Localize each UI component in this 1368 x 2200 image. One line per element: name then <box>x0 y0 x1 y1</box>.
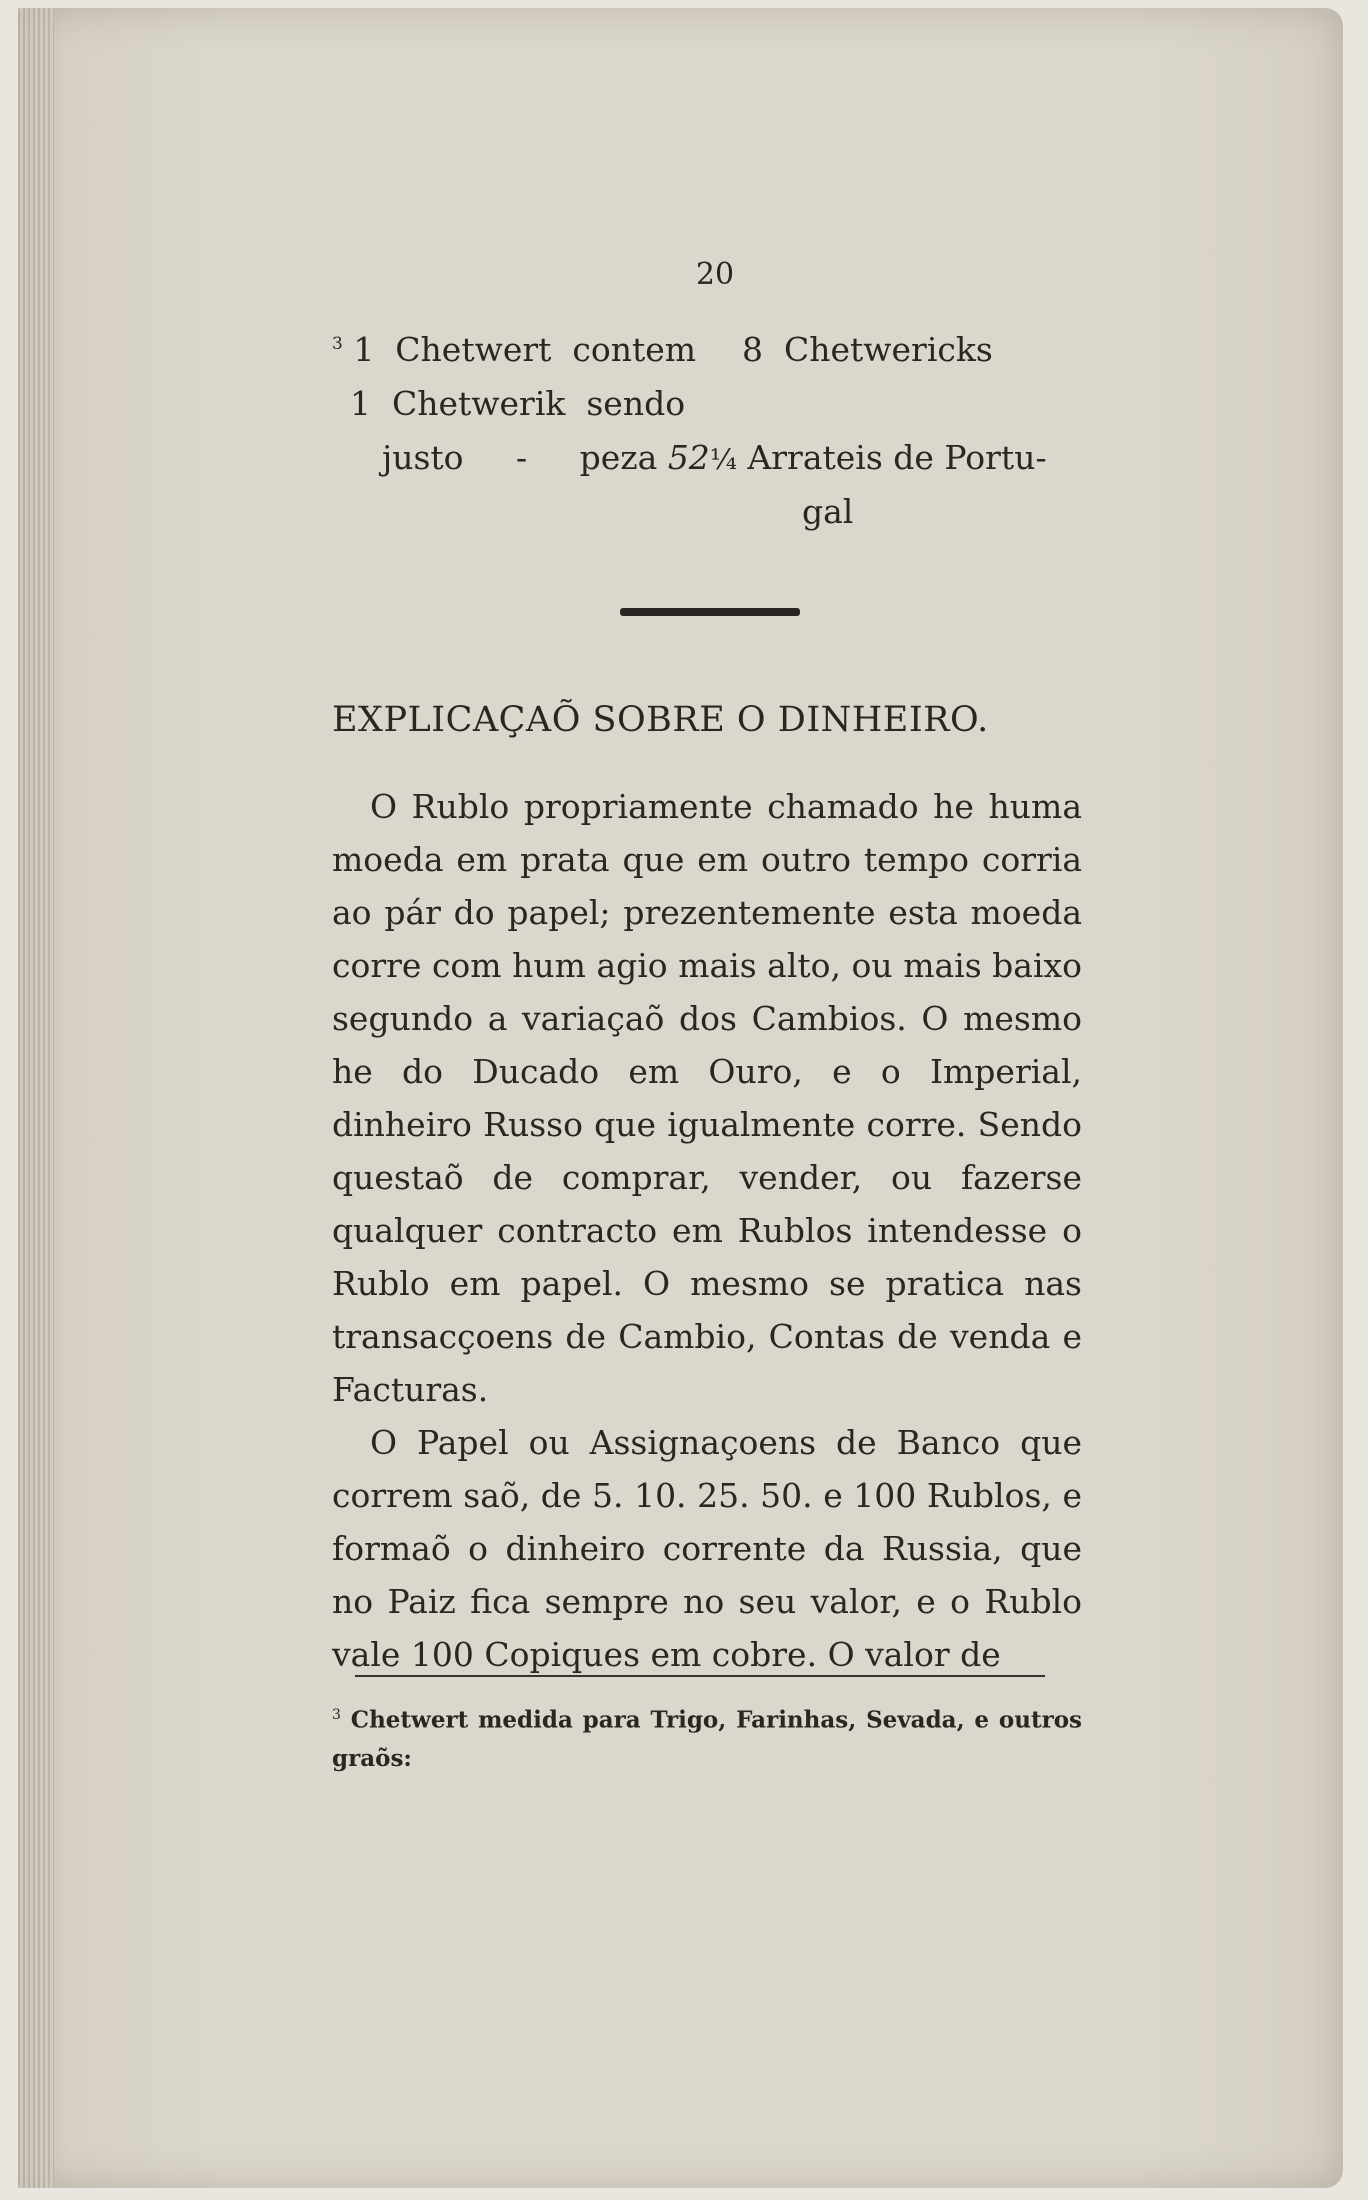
measure-right: 8 Chetwericks <box>742 330 993 369</box>
measure-row-1-right <box>742 330 993 369</box>
measure-weight-fraction: ¼ <box>709 443 737 476</box>
page-edge-shadow <box>18 8 54 2188</box>
measure-weight-whole: 52 <box>667 438 710 477</box>
section-divider <box>620 608 800 616</box>
footnote-divider <box>355 1675 1045 1677</box>
paragraph: O Rublo propriamente chamado he huma moeda em prata que em outro tempo corria ao pár do papel; prezentemente esta moeda corre com hum agio mais alto, ou mais baixo segundo a variaçaõ dos Cambios. O mesmo he do Ducado em Ouro, e o Imperial, dinheiro Russo que igualmente corre. Sendo questaõ de comprar, vender, ou fazerse qualquer contracto em Rublos intendesse o Rublo em papel. O mesmo se pratica nas transacçoens de Cambio, Contas de venda e Facturas. <box>332 787 1082 1409</box>
measure-right: Arrateis de Portu- <box>747 438 1047 477</box>
footnote-marker: 3 <box>332 334 343 354</box>
paragraph: O Papel ou Assignaçoens de Banco que correm saõ, de 5. 10. 25. 50. e 100 Rublos, e formaõ o dinheiro corrente da Russia, que no Paiz fica sempre no seu valor, e o Rublo vale 100 Copiques em cobre. O valor de <box>332 1423 1082 1674</box>
footnote-marker: 3 <box>332 1707 341 1723</box>
measure-left: justo - peza <box>382 438 658 477</box>
measure-row-4 <box>802 492 853 531</box>
section-heading: EXPLICAÇAÕ SOBRE O DINHEIRO. <box>332 700 989 740</box>
measure-row-3 <box>382 438 1047 477</box>
footnote-text: Chetwert medida para Trigo, Farinhas, Sevada, e outros graõs: <box>332 1706 1082 1772</box>
page-number: 20 <box>695 257 735 292</box>
measure-right: gal <box>802 492 854 531</box>
body-text <box>332 780 1082 1681</box>
measure-row-2 <box>350 384 685 423</box>
measure-left: 1 Chetwert contem <box>353 330 697 369</box>
footnote <box>332 1696 1082 1778</box>
measure-left: 1 Chetwerik sendo <box>350 384 686 423</box>
measure-row-1 <box>332 330 696 369</box>
